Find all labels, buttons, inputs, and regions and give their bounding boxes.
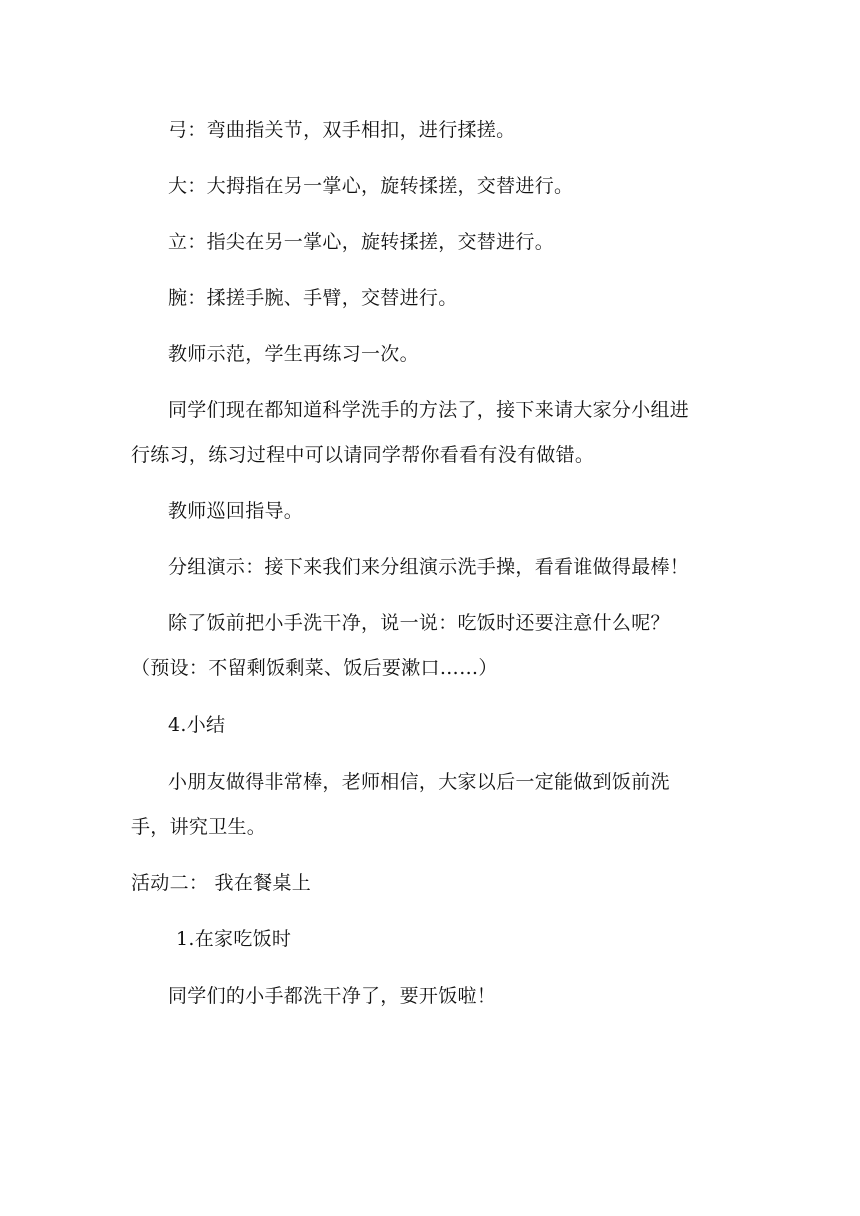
paragraph-group-practice-line1: 同学们现在都知道科学洗手的方法了，接下来请大家分小组进	[168, 399, 690, 421]
paragraph-gong: 弓：弯曲指关节，双手相扣，进行揉搓。	[168, 119, 516, 141]
paragraph-wan: 腕：揉搓手腕、手臂，交替进行。	[168, 287, 458, 309]
heading-summary: 4.小结	[168, 714, 226, 736]
heading-activity-two: 活动二： 我在餐桌上	[131, 872, 312, 894]
paragraph-preset: （预设：不留剩饭剩菜、饭后要漱口……）	[131, 657, 498, 679]
paragraph-group-practice-line2: 行练习，练习过程中可以请同学帮你看看有没有做错。	[131, 444, 595, 466]
paragraph-li: 立：指尖在另一掌心，旋转揉搓，交替进行。	[168, 231, 555, 253]
paragraph-teacher-guide: 教师巡回指导。	[168, 500, 304, 522]
paragraph-question: 除了饭前把小手洗干净，说一说：吃饭时还要注意什么呢？	[168, 612, 670, 634]
paragraph-summary-line1: 小朋友做得非常棒，老师相信，大家以后一定能做到饭前洗	[168, 771, 670, 793]
paragraph-meal-time: 同学们的小手都洗干净了，要开饭啦！	[168, 985, 497, 1007]
paragraph-summary-line2: 手，讲究卫生。	[131, 816, 267, 838]
paragraph-group-demo: 分组演示：接下来我们来分组演示洗手操，看看谁做得最棒！	[168, 556, 690, 578]
heading-eat-at-home: 1.在家吃饭时	[176, 928, 292, 950]
paragraph-da: 大：大拇指在另一掌心，旋转揉搓，交替进行。	[168, 175, 574, 197]
paragraph-demo: 教师示范，学生再练习一次。	[168, 343, 419, 365]
